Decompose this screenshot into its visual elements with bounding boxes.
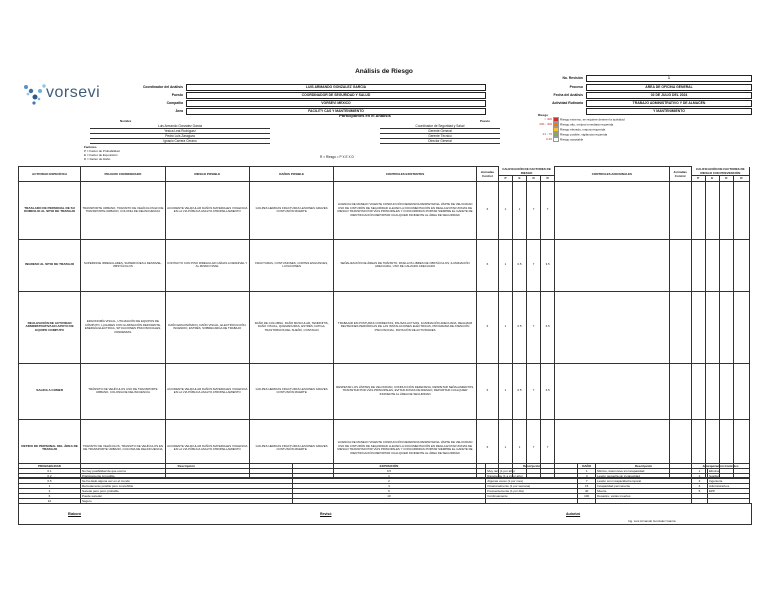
legend-exp: 6	[292, 489, 486, 494]
sig-approved: Autorizó	[566, 512, 581, 516]
legend-table	[18, 463, 750, 504]
legend-ctrl: 1	[692, 469, 708, 474]
legend-ctrl-desc: EPP	[707, 489, 749, 494]
d-cell: 7	[527, 239, 541, 291]
empty-cell	[705, 363, 719, 419]
d-cell: 7	[527, 363, 541, 419]
header-left-label: Área	[175, 109, 183, 113]
legend-exp-desc: Algunas veces (1 por mes)	[486, 479, 578, 484]
legend-exp-desc-title: Descripción	[486, 464, 578, 469]
act-cell: RETIRO DE PERSONAL DEL ÁREA DE TRABAJO	[19, 419, 81, 477]
legend-ctrl-desc: Eliminar	[707, 469, 749, 474]
p-cell: 1	[498, 181, 512, 239]
empty-cell	[719, 181, 733, 239]
cause-cell: ACCIDENTE VEHICULAR DAÑOS MATERIALES VIOLENCIA EN LA VIA PÚBLICA ASALTO ATROPELLAMIENTO	[165, 181, 249, 239]
header-right-value: 1	[586, 75, 752, 82]
participant-post: Gerente General	[380, 129, 500, 134]
legend-exp: 3	[292, 484, 486, 489]
hazard-cell: TRANSITO DE VEHÍCULOS, TRANSITO DE VEHÍCULOS EN DE TRANSPORTE URBANO, COLONIA DE DELINCUENCIA	[81, 419, 165, 477]
col-controls: CONTROLES EXISTENTES	[334, 167, 477, 182]
legend-prob-desc: Sucede pero poco probable	[80, 489, 292, 494]
legend-dmg: 3	[578, 474, 596, 479]
r-cell: 7	[541, 419, 555, 477]
cause-cell: ACCIDENTE VEHICULAR DAÑOS MATERIALES VIOLENCIA EN LA VIA PÚBLICA ASALTO ATROPELLAMIENTO	[165, 363, 249, 419]
hazard-cell: TRÁNSITO DE VEHÍCULOS USO DE TRANSPORTE URBANO, COLONIA DE DELINCUENCIA	[81, 363, 165, 419]
risk-range: 0-20	[545, 137, 552, 142]
legend-prob-desc: Puede suceder	[80, 494, 292, 499]
logo-text: vorsevi	[46, 84, 101, 101]
factors-block	[84, 145, 120, 161]
header-left-value: FACILITY CAS Y MANTENIMIENTO	[186, 108, 486, 115]
factor-p: P = Factor de Probabilidad	[84, 149, 120, 153]
legend-dmg-desc: Desastre, varias muertes	[596, 494, 692, 499]
empty-cell	[555, 291, 669, 363]
sig-reviewed: Revisó	[320, 512, 332, 516]
empty-cell	[733, 291, 749, 363]
p-cell: 1	[498, 239, 512, 291]
empty-cell	[719, 291, 733, 363]
participants-title: Participantes en el Análisis	[339, 113, 391, 118]
risk-scale-row	[538, 137, 625, 142]
risk-row	[19, 181, 750, 239]
empty-cell	[555, 239, 669, 291]
damage-cell: GOLPES HERIDAS FRACTURAS LESIONES GRAVES CONTUSIÓN MUERTE	[249, 181, 333, 239]
legend-exp-desc: Ocasionalmente (1 por semana)	[486, 484, 578, 489]
legend-ctrl: 3	[692, 479, 708, 484]
col-p2: P	[691, 175, 705, 181]
legend-prob: 0.5	[19, 479, 81, 484]
legend-dmg: 15	[578, 484, 596, 489]
header-right-value: 02 DE JULIO DEL 2024	[586, 92, 752, 99]
risk-color-swatch	[553, 137, 559, 142]
legend-prob-desc: Remotamente posible pero concebible	[80, 484, 292, 489]
empty-cell	[669, 181, 691, 239]
col-r2: R	[733, 175, 749, 181]
legend-dmg-desc-title: Descripción	[596, 464, 692, 469]
r-cell: 3.5	[541, 291, 555, 363]
e-cell: 0.5	[512, 363, 526, 419]
participant-name: Ignacio Carrera Cerano	[90, 139, 270, 144]
legend-prob-desc-title: Descripción	[80, 464, 292, 469]
e-cell: 1	[512, 419, 526, 477]
legend-dmg-desc: Incapacidad permanente	[596, 484, 692, 489]
legend-dmg: 100	[578, 494, 596, 499]
legend-dmg: 7	[578, 479, 596, 484]
col-damage: DAÑOS POSIBLE	[249, 167, 333, 182]
controls-cell: TRABAJAR EN POSTURAS CORRECTAS, PAUSAS ACTIVAS, ILUMINACIÓN ADECUADA, REALIZAR REVISIONES PERIÓDICAS DE LAS INSTALACIONES ELÉCTRICAS, PROGRAMA DE ATENCIÓN PSICOSOCIAL, ROTACIÓN DE ACTIVIDADES	[334, 291, 477, 363]
col-cause: RIESGO POSIBLE	[165, 167, 249, 182]
col-d2: D	[719, 175, 733, 181]
risk-row	[19, 291, 750, 363]
participant-post: Coordinador de Seguridad y Salud	[380, 124, 500, 129]
legend-dmg: 1	[578, 469, 596, 474]
r-cell: 3.5	[541, 239, 555, 291]
col-e2: E	[705, 175, 719, 181]
factor-d: D = Factor de Daño	[84, 157, 111, 161]
risk-range: > 400	[544, 117, 552, 122]
legend-dmg-desc: Muerte	[596, 489, 692, 494]
d-cell: 7	[527, 291, 541, 363]
workers-cell: 6	[476, 363, 498, 419]
empty-cell	[669, 363, 691, 419]
d-cell: 7	[527, 419, 541, 477]
p-cell: 1	[498, 419, 512, 477]
empty-cell	[691, 181, 705, 239]
participants-col-name: Nombre	[120, 119, 132, 123]
legend-exp-desc: Raramente (1 a 2 por año)	[486, 474, 578, 479]
risk-row	[19, 363, 750, 419]
controls-cell: RESPETAR LOS LÍMITES DE VELOCIDAD, CONDUCCIÓN DEFENSIVA, RESPETAR SEÑALAMIENTOS, TRANSITAR POR VÍAS PRINCIPALES, EVITAR ZONAS DE RIESGO, REPORTAR CUALQUIER INCIDENTE AL ÁREA DE SEGURIDAD	[334, 363, 477, 419]
empty-cell	[669, 291, 691, 363]
header-right-value: Y MANTENIMIENTO	[586, 108, 752, 115]
col-p: P	[498, 175, 512, 181]
risk-scale-title: Riesgo	[538, 113, 549, 117]
legend-ctrl-desc: Administrativos	[707, 484, 749, 489]
legend-ctrl: 5	[692, 489, 708, 494]
hazard-cell: SUPERFICIE IRREGULARES, SUPERFICIES A DESNIVEL, OBSTÁCULOS	[81, 239, 165, 291]
workers-cell: 6	[476, 291, 498, 363]
empty-cell	[733, 181, 749, 239]
legend-dmg: 40	[578, 489, 596, 494]
header-right-value: TRABAJO ADMINISTRATIVO Y DE ALMACÉN	[586, 100, 752, 107]
p-cell: 1	[498, 291, 512, 363]
damage-cell: GOLPES HERIDAS FRACTURAS LESIONES GRAVES CONTUSIÓN MUERTE	[249, 419, 333, 477]
act-cell: REALIZACIÓN DE ACTIVIDAD ADMINISTRATIVA EN APOYO DE EQUIPO COMPUTO	[19, 291, 81, 363]
risk-range: 200 - 400	[539, 122, 552, 127]
col-e: E	[512, 175, 526, 181]
col-hazard: PELIGRO CONSIDERADO	[81, 167, 165, 182]
participant-name: Luis Armando Gonzalez Garcia	[90, 124, 270, 129]
sig-name: Ing. Luis Armando Gonzalez García	[628, 519, 676, 523]
legend-prob-desc: No hay posibilidad de que ocurra	[80, 469, 292, 474]
legend-exp: 1	[292, 474, 486, 479]
legend-exp: 0.5	[292, 469, 486, 474]
participant-name: Yesica Leal Rodriguez	[90, 129, 270, 134]
factor-e: E = Factor de Exposición	[84, 153, 118, 157]
header-left-label: Coordinador del Análisis	[142, 85, 183, 89]
empty-cell	[733, 239, 749, 291]
r-cell: 3.5	[541, 363, 555, 419]
participant-post: Gerente Técnico	[380, 134, 500, 139]
vorsevi-logo-icon	[22, 82, 48, 108]
empty-cell	[719, 363, 733, 419]
risk-formula: R = Riesgo = P X E X D	[320, 155, 354, 159]
legend-prob: 0.1	[19, 469, 81, 474]
act-cell: INGRESO AL SITIO DE TRABAJO	[19, 239, 81, 291]
sig-made: Elaboró	[68, 512, 82, 516]
header-right-label: Fecha del Análisis	[553, 93, 583, 97]
col-r: R	[541, 175, 555, 181]
participants-col-post: Puesto	[480, 119, 491, 123]
risk-text: Riesgo extremo, se requiere detener la actividad	[560, 117, 625, 122]
empty-cell	[669, 239, 691, 291]
empty-cell	[691, 291, 705, 363]
col-workers2: Jornadas Control	[669, 167, 691, 182]
p-cell: 1	[498, 363, 512, 419]
factors-title: Factores	[84, 145, 97, 149]
legend-dmg-desc: Lesión con incapacidad temporal	[596, 479, 692, 484]
legend-exp: 2	[292, 479, 486, 484]
empty-cell	[555, 363, 669, 419]
empty-cell	[555, 181, 669, 239]
cause-cell: ACCIDENTE VEHICULAR DAÑOS MATERIALES VIOLENCIA EN LA VIA PÚBLICA ASALTO ATROPELLAMIENTO	[165, 419, 249, 477]
col-calc2-title: CALIFICACIÓN DE FACTORES DE RIESGO CON PREVENCIÓN	[691, 167, 749, 176]
act-cell: TRASLADO DE PERSONAL DE SU DOMICILIO AL SITIO DE TRABAJO	[19, 181, 81, 239]
col-activity: ACTIVIDAD ESPECÍFICA	[19, 167, 81, 182]
col-workers: Jornadas Control	[476, 167, 498, 182]
legend-exp-desc: Frecuentemente (1 por día)	[486, 489, 578, 494]
cause-cell: DAÑO ERGONÓMICO, DAÑO VISUAL, ELECTROCUCIÓN, INCENDIO, ESTRÉS, SOBRECARGA DE TRABAJO	[165, 291, 249, 363]
empty-cell	[705, 291, 719, 363]
legend-prob-title: PROBABILIDAD	[19, 464, 81, 469]
damage-cell: GOLPES HERIDAS FRACTURAS LESIONES GRAVES CONTUSIÓN MUERTE	[249, 363, 333, 419]
col-calc-title: CALIFICACIÓN DE FACTORES DE RIESGO	[498, 167, 554, 176]
legend-prob: 0.2	[19, 474, 81, 479]
legend-dmg-title: DAÑO	[578, 464, 596, 469]
header-right-label: No. Revisión	[562, 76, 583, 80]
empty-cell	[705, 239, 719, 291]
document-title: Análisis de Riesgo	[355, 68, 413, 75]
header-left-value: COORDINADOR DE SEGURIDAD Y SALUD	[186, 92, 486, 99]
header-left-label: Puesto	[171, 93, 183, 97]
damage-cell: DAÑO DE COLUMNA, DAÑO MUSCULAR, TENDINITIS, DAÑO VISUAL, QUEMADURAS, ESTRÉS, FATIGA, TRASTORNOS DEL SUEÑO, CONTAGIO	[249, 291, 333, 363]
workers-cell: 6	[476, 239, 498, 291]
controls-cell: LICENCIA DE MANEJO VIGENTE CONDUCCIÓN DEFENSIVA RESPETAR EL LÍMITE DE VELOCIDAD USO DE CINTURÓN DE SEGURIDAD LLEVAR LA DOCUMENTACIÓN EN REGLA EVITAR ZONAS DE RIESGO TRANSITAR POR VÍAS PRINCIPALES Y CONCURRIDAS PORTAR SIEMPRE EL GAFETE DE IDENTIFICACIÓN REPORTAR CUALQUIER INCIDENTE AL ÁREA DE SEGURIDAD	[334, 419, 477, 477]
legend-ctrl-desc: Sustituir	[707, 474, 749, 479]
empty-cell	[691, 239, 705, 291]
controls-cell: SEÑALIZACIÓN DE ÁREAS DE TRÁNSITO, PASILLOS LIBRES DE OBSTÁCULOS, ILUMINACIÓN ADECUADA, USO DE CALZADO ADECUADO	[334, 239, 477, 291]
legend-ctrl: 4	[692, 484, 708, 489]
cause-cell: CONTACTO CON PISO IRREGULAR CAÍDAS A DESNIVEL Y AL MISMO NIVEL	[165, 239, 249, 291]
risk-row	[19, 239, 750, 291]
legend-prob-desc: Seguro	[80, 499, 292, 504]
header-right-value: ÁREA DE OFICINA GENERAL	[586, 84, 752, 91]
risk-scale	[538, 113, 625, 142]
header-right-label: Actividad Rutinaria	[552, 101, 583, 105]
participant-name: Pedro Luis Zaragoza	[90, 134, 270, 139]
controls-cell: LICENCIA DE MANEJO VIGENTE CONDUCCIÓN DEFENSIVA RESPETAR EL LÍMITE DE VELOCIDAD USO DE CINTURÓN DE SEGURIDAD LLEVAR LA DOCUMENTACIÓN EN REGLA EVITAR ZONAS DE RIESGO TRANSITAR POR VÍAS PRINCIPALES Y CONCURRIDAS PORTAR SIEMPRE EL GAFETE DE IDENTIFICACIÓN REPORTAR CUALQUIER INCIDENTE AL ÁREA DE SEGURIDAD	[334, 181, 477, 239]
col-additional: CONTROLES ADICIONALES	[555, 167, 669, 182]
legend-exp-desc: Continuamente	[486, 494, 578, 499]
hazard-cell: TRANSPORTE URBANO, TRANSITO DE VEHÍCULOS EN DE TRANSPORTE URBANO, COLONIA DE DELINCUENCIA	[81, 181, 165, 239]
header-left-value: LUIS ARMANDO GONZALEZ GARCIA	[186, 84, 486, 91]
risk-text: Riesgo elevado, mejora requerida	[560, 127, 606, 132]
risk-table	[18, 166, 750, 478]
legend-exp-title: EXPOSICIÓN	[292, 464, 486, 469]
d-cell: 7	[527, 181, 541, 239]
legend-exp-desc: Muy raro (1 por año)	[486, 469, 578, 474]
risk-text: Riesgo aceptable	[560, 137, 584, 142]
act-cell: SALIDA A COMER	[19, 363, 81, 419]
workers-cell: 6	[476, 181, 498, 239]
r-cell: 7	[541, 181, 555, 239]
header-left-label: Compañía	[166, 101, 183, 105]
e-cell: 1	[512, 181, 526, 239]
legend-prob-desc: Prácticamente imposible	[80, 474, 292, 479]
damage-cell: FRACTURAS, CONTUSIONES, CORTES ESGUINCES, LUXACIONES	[249, 239, 333, 291]
company-logo	[22, 82, 134, 108]
risk-range: 21 - 70	[542, 132, 552, 137]
hazard-cell: ERGONOMÍA VISUAL, UTILIZACIÓN DE EQUIPOS DE CÓMPUTO, LUGARES CON ILUMINACIÓN DEFICIENTE, ENERGÍA ELÉCTRICA, SITUACIONES PSICOSOCIALES, PANDEMIAS	[81, 291, 165, 363]
legend-prob: 6	[19, 494, 81, 499]
legend-prob: 1	[19, 484, 81, 489]
empty-cell	[705, 181, 719, 239]
legend-ctrl-title: Jerarquización Controles	[692, 464, 750, 469]
risk-text: Riesgo posible, vigilancia requerida	[560, 132, 608, 137]
empty-cell	[733, 363, 749, 419]
legend-dmg-desc: Lesión pequeña sin incapacidad	[596, 474, 692, 479]
empty-cell	[719, 239, 733, 291]
participant-post: Director General	[380, 139, 500, 144]
legend-ctrl-desc: Ingeniería	[707, 479, 749, 484]
risk-text: Riesgo alto, mejora inmediata requerida	[560, 122, 614, 127]
col-d: D	[527, 175, 541, 181]
header-left-value: VORSEVI MEXICO	[186, 100, 486, 107]
workers-cell: 6	[476, 419, 498, 477]
legend-prob-desc: Se ha dado alguna vez en el mundo	[80, 479, 292, 484]
legend-prob: 3	[19, 489, 81, 494]
legend-exp: 10	[292, 494, 486, 499]
legend-dmg-desc: Mínimo, lesión leve sin incapacidad	[596, 469, 692, 474]
header-right-label: Proceso	[569, 85, 583, 89]
e-cell: 0.5	[512, 239, 526, 291]
legend-ctrl: 2	[692, 474, 708, 479]
legend-prob: 10	[19, 499, 81, 504]
empty-cell	[691, 363, 705, 419]
e-cell: 0.5	[512, 291, 526, 363]
